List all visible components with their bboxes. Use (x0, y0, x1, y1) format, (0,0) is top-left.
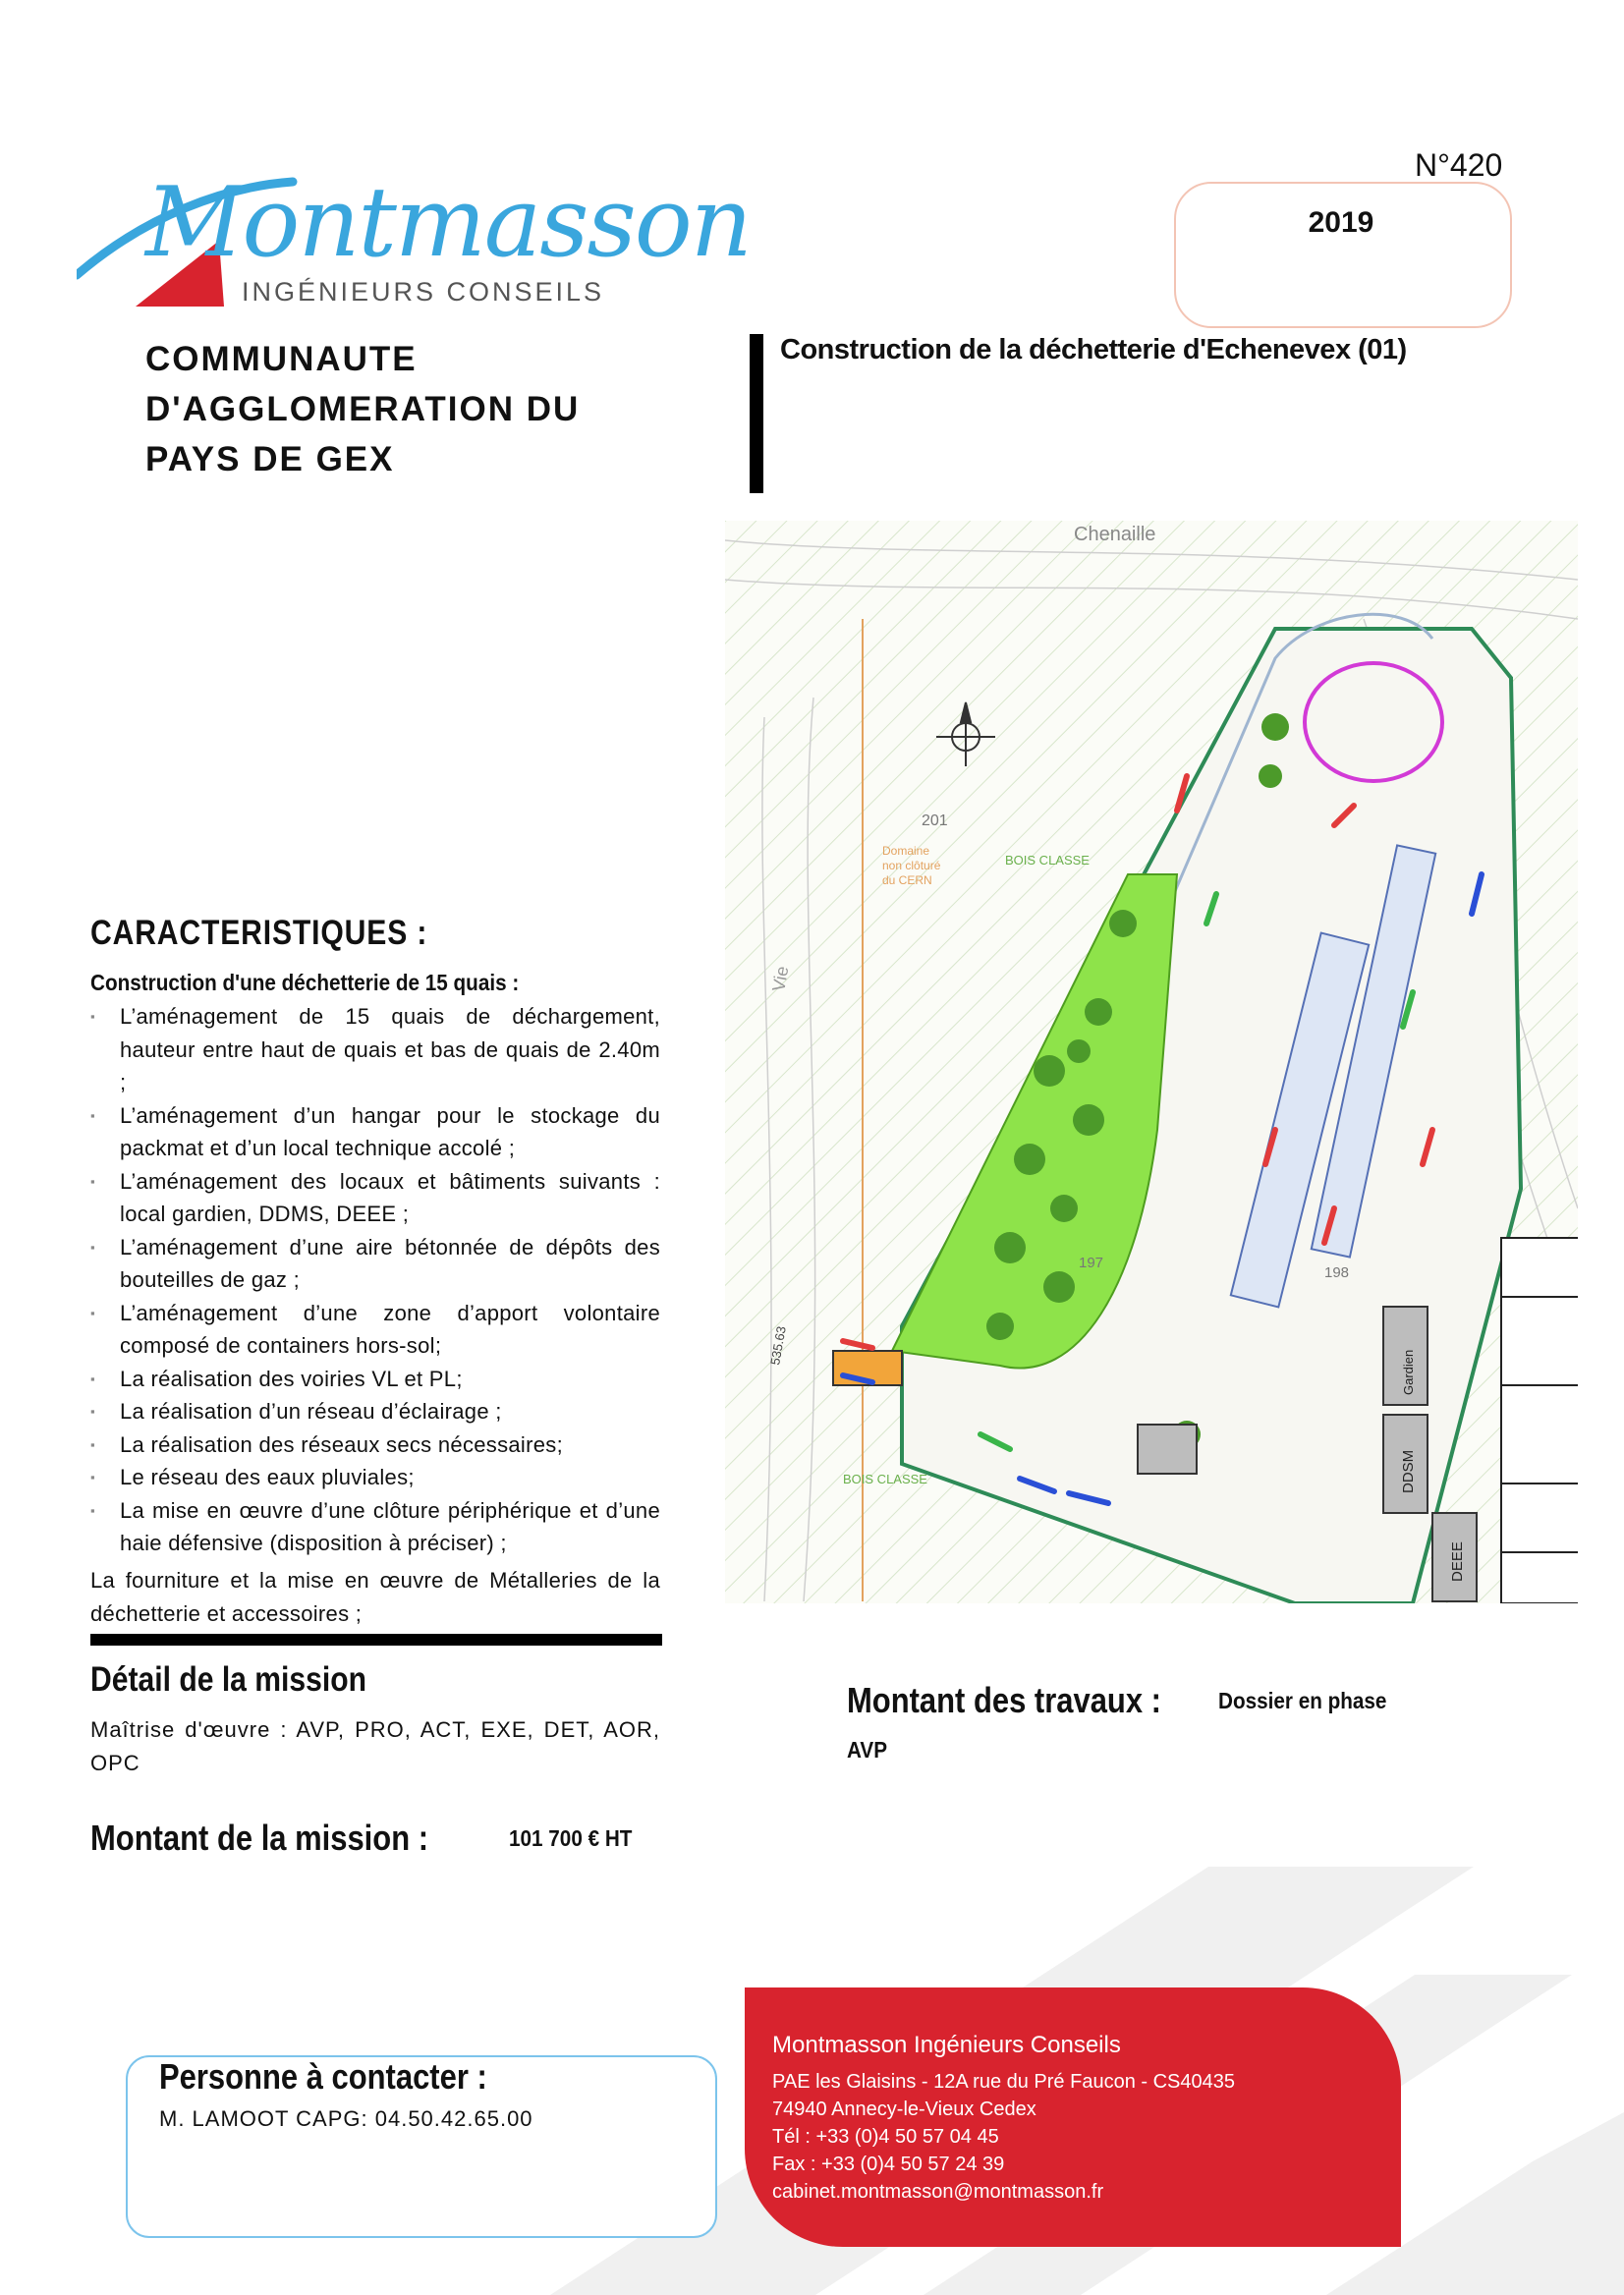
plan-title-block (1501, 1238, 1578, 1603)
contact-title: Personne à contacter : (159, 2056, 487, 2097)
client-name (145, 334, 580, 484)
list-item: ▪ La réalisation d’un réseau d’éclairage ; (90, 1395, 660, 1428)
plan-label-vie: Vie (768, 964, 793, 993)
characteristics-list (90, 1000, 660, 1560)
phone-line: Tél : +33 (0)4 50 57 04 45 (772, 2126, 999, 2148)
client-line: PAYS DE GEX (145, 440, 395, 478)
list-item: ▪ L’aménagement d’un hangar pour le stockage du packmat et d’un local technique accolé ; (90, 1099, 660, 1165)
plan-label-bois-classe: BOIS CLASSE (1005, 853, 1090, 868)
list-item: ▪ Le réseau des eaux pluviales; (90, 1461, 660, 1494)
list-item: ▪ La mise en œuvre d’une clôture périphérique et d’une haie défensive (disposition à préciser) ; (90, 1494, 660, 1560)
mission-amount-label: Montant de la mission : (90, 1818, 429, 1858)
plan-label-parcel-201: 201 (922, 812, 948, 829)
company-name: Montmasson Ingénieurs Conseils (772, 2032, 1121, 2058)
mission-title: Détail de la mission (90, 1660, 367, 1699)
works-amount-value: Dossier en phase (1218, 1688, 1387, 1713)
plan-label-parcel-197: 197 (1079, 1255, 1104, 1271)
fax-line: Fax : +33 (0)4 50 57 24 39 (772, 2154, 1005, 2175)
mission-text: Maîtrise d'œuvre : AVP, PRO, ACT, EXE, DET, AOR, OPC (90, 1717, 660, 1775)
plan-label-deee: DEEE (1449, 1541, 1466, 1582)
list-item: ▪ L’aménagement d’une aire bétonnée de dépôts des bouteilles de gaz ; (90, 1231, 660, 1297)
list-item: ▪ L’aménagement des locaux et bâtiments suivants : local gardien, DDMS, DEEE ; (90, 1165, 660, 1231)
client-line: COMMUNAUTE (145, 340, 418, 378)
email-link[interactable]: cabinet.montmasson@montmasson.fr (772, 2181, 1104, 2203)
plan-label-ddsm: DDSM (1400, 1449, 1417, 1493)
plan-label-bois-classe: BOIS CLASSE (843, 1472, 927, 1486)
list-item: ▪ La réalisation des réseaux secs nécessaires; (90, 1428, 660, 1462)
mission-amount-value: 101 700 € HT (509, 1825, 633, 1851)
address-line: PAE les Glaisins - 12A rue du Pré Faucon - CS40435 (772, 2071, 1235, 2093)
client-line: D'AGGLOMERATION DU (145, 390, 581, 428)
company-logo (77, 167, 751, 314)
plan-label-road: Chenaille (1074, 524, 1156, 545)
list-item: ▪ L’aménagement d’une zone d’apport volontaire composé de containers hors-sol; (90, 1297, 660, 1363)
site-plan-image (725, 521, 1578, 1603)
plan-label-gardien: Gardien (1401, 1349, 1416, 1395)
reference-number: N°420 (1415, 147, 1503, 183)
characteristics-intro: Construction d'une déchetterie de 15 quais : (90, 970, 520, 995)
year-box (1174, 182, 1512, 328)
title-accent-bar (750, 334, 763, 493)
project-title: Construction de la déchetterie d'Echenevex (01) (780, 334, 1407, 365)
characteristics-outro: La fourniture et la mise en œuvre de Métalleries de la déchetterie et accessoires ; (90, 1568, 660, 1626)
works-amount-label: Montant des travaux : (847, 1680, 1161, 1720)
contact-line: M. LAMOOT CAPG: 04.50.42.65.00 (159, 2106, 533, 2131)
logo-subtitle: INGÉNIEURS CONSEILS (242, 277, 605, 307)
plan-label-altitude: 535.63 (767, 1324, 789, 1367)
plan-label-domain: Domaine (882, 844, 930, 858)
logo-script-text: Montmasson (145, 167, 751, 279)
list-item: ▪ L’aménagement de 15 quais de déchargement, hauteur entre haut de quais et bas de quais de 2.40m ; (90, 1000, 660, 1099)
address-line: 74940 Annecy-le-Vieux Cedex (772, 2099, 1036, 2120)
plan-label-parcel-198: 198 (1324, 1264, 1350, 1281)
list-item: ▪ La réalisation des voiries VL et PL; (90, 1363, 660, 1396)
plan-label-domain: du CERN (882, 873, 932, 887)
plan-label-domain: non clôturé (882, 859, 941, 872)
section-divider (90, 1634, 662, 1646)
works-amount-value-cont: AVP (847, 1737, 888, 1763)
year: 2019 (1308, 206, 1374, 239)
characteristics-title: CARACTERISTIQUES : (90, 914, 428, 952)
